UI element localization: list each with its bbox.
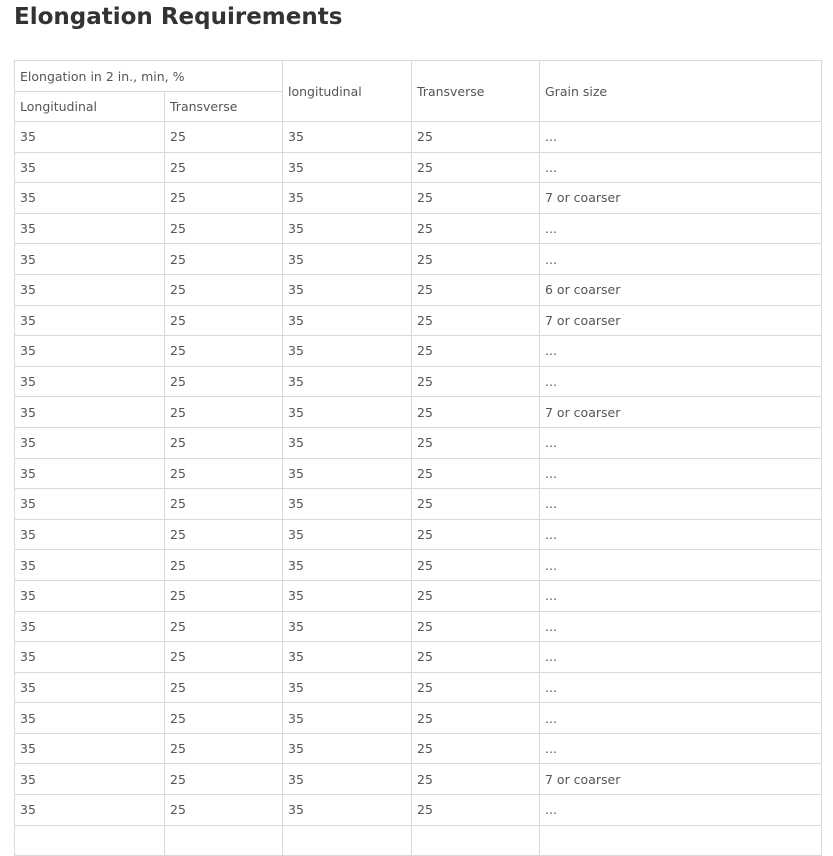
- cell-longitudinal: 35: [15, 336, 165, 367]
- cell-grain-size: ...: [540, 458, 822, 489]
- cell-transverse-2: 25: [412, 244, 540, 275]
- cell-grain-size: ...: [540, 795, 822, 826]
- cell-longitudinal-2: 35: [283, 672, 412, 703]
- cell-transverse-2: 25: [412, 152, 540, 183]
- table-row: [15, 427, 822, 458]
- cell-transverse-2: 25: [412, 611, 540, 642]
- cell-transverse: 25: [165, 642, 283, 673]
- header-transverse: Transverse: [165, 92, 283, 122]
- cell-transverse: 25: [165, 274, 283, 305]
- cell-transverse-2: 25: [412, 122, 540, 153]
- cell-longitudinal: 35: [15, 244, 165, 275]
- cell-grain-size: ...: [540, 672, 822, 703]
- cell-grain-size: ...: [540, 703, 822, 734]
- table-row: [15, 366, 822, 397]
- cell-transverse: 25: [165, 703, 283, 734]
- cell-transverse-2: 25: [412, 764, 540, 795]
- table-row: [15, 550, 822, 581]
- cell-longitudinal-2: 35: [283, 305, 412, 336]
- cell-grain-size: 7 or coarser: [540, 183, 822, 214]
- cell-transverse: 25: [165, 519, 283, 550]
- cell-longitudinal-2: 35: [283, 580, 412, 611]
- cell-longitudinal: 35: [15, 764, 165, 795]
- cell-transverse-2: 25: [412, 366, 540, 397]
- cell-transverse-2: 25: [412, 672, 540, 703]
- table-row: [15, 703, 822, 734]
- cell-longitudinal: [15, 825, 165, 856]
- cell-grain-size: ...: [540, 152, 822, 183]
- cell-transverse: 25: [165, 764, 283, 795]
- cell-transverse-2: 25: [412, 489, 540, 520]
- cell-transverse: 25: [165, 152, 283, 183]
- page-title: Elongation Requirements: [14, 4, 343, 30]
- cell-transverse: 25: [165, 336, 283, 367]
- cell-transverse: 25: [165, 489, 283, 520]
- cell-grain-size: 7 or coarser: [540, 397, 822, 428]
- table-row: [15, 672, 822, 703]
- cell-transverse-2: 25: [412, 703, 540, 734]
- cell-grain-size: [540, 825, 822, 856]
- cell-longitudinal-2: 35: [283, 397, 412, 428]
- cell-grain-size: ...: [540, 580, 822, 611]
- header-longitudinal: Longitudinal: [15, 92, 165, 122]
- cell-longitudinal-2: 35: [283, 550, 412, 581]
- cell-transverse: 25: [165, 733, 283, 764]
- cell-transverse-2: 25: [412, 397, 540, 428]
- table-row: [15, 397, 822, 428]
- cell-transverse-2: 25: [412, 336, 540, 367]
- cell-longitudinal-2: 35: [283, 611, 412, 642]
- cell-transverse: 25: [165, 427, 283, 458]
- table-row: [15, 213, 822, 244]
- cell-grain-size: 7 or coarser: [540, 764, 822, 795]
- cell-transverse: 25: [165, 795, 283, 826]
- cell-longitudinal-2: 35: [283, 795, 412, 826]
- cell-longitudinal-2: 35: [283, 183, 412, 214]
- cell-grain-size: ...: [540, 611, 822, 642]
- table-row: [15, 458, 822, 489]
- cell-longitudinal: 35: [15, 489, 165, 520]
- cell-transverse-2: 25: [412, 550, 540, 581]
- cell-longitudinal-2: 35: [283, 489, 412, 520]
- header-elongation-group: Elongation in 2 in., min, %: [15, 61, 283, 92]
- cell-transverse-2: 25: [412, 274, 540, 305]
- table-row: [15, 489, 822, 520]
- cell-grain-size: ...: [540, 733, 822, 764]
- cell-transverse: 25: [165, 183, 283, 214]
- cell-transverse: [165, 825, 283, 856]
- cell-grain-size: ...: [540, 336, 822, 367]
- table-row: [15, 642, 822, 673]
- cell-longitudinal: 35: [15, 305, 165, 336]
- table-row: [15, 305, 822, 336]
- table-row: [15, 152, 822, 183]
- table-row: [15, 244, 822, 275]
- cell-transverse: 25: [165, 366, 283, 397]
- header-transverse-side: Transverse: [412, 61, 540, 122]
- cell-transverse: 25: [165, 672, 283, 703]
- cell-transverse: 25: [165, 213, 283, 244]
- cell-transverse: 25: [165, 550, 283, 581]
- cell-grain-size: 7 or coarser: [540, 305, 822, 336]
- cell-transverse-2: 25: [412, 427, 540, 458]
- cell-longitudinal-2: 35: [283, 764, 412, 795]
- cell-longitudinal-2: 35: [283, 122, 412, 153]
- cell-longitudinal-2: 35: [283, 642, 412, 673]
- cell-transverse-2: 25: [412, 795, 540, 826]
- cell-grain-size: ...: [540, 550, 822, 581]
- cell-transverse-2: 25: [412, 580, 540, 611]
- cell-longitudinal: 35: [15, 672, 165, 703]
- cell-transverse-2: 25: [412, 519, 540, 550]
- cell-longitudinal: 35: [15, 122, 165, 153]
- cell-longitudinal-2: 35: [283, 336, 412, 367]
- table-row: [15, 580, 822, 611]
- cell-longitudinal: 35: [15, 274, 165, 305]
- table-header: [15, 61, 822, 122]
- cell-longitudinal: 35: [15, 611, 165, 642]
- cell-longitudinal: 35: [15, 152, 165, 183]
- cell-transverse-2: 25: [412, 305, 540, 336]
- cell-longitudinal: 35: [15, 642, 165, 673]
- cell-transverse: 25: [165, 122, 283, 153]
- cell-longitudinal: 35: [15, 427, 165, 458]
- cell-longitudinal-2: 35: [283, 519, 412, 550]
- table-row: [15, 764, 822, 795]
- table-row: [15, 825, 822, 856]
- cell-longitudinal-2: 35: [283, 274, 412, 305]
- cell-grain-size: ...: [540, 519, 822, 550]
- cell-longitudinal: 35: [15, 397, 165, 428]
- table-row: [15, 183, 822, 214]
- table-row: [15, 733, 822, 764]
- cell-longitudinal: 35: [15, 519, 165, 550]
- cell-longitudinal-2: 35: [283, 458, 412, 489]
- cell-longitudinal-2: 35: [283, 733, 412, 764]
- cell-grain-size: ...: [540, 642, 822, 673]
- cell-grain-size: ...: [540, 366, 822, 397]
- table-row: [15, 122, 822, 153]
- cell-longitudinal: 35: [15, 550, 165, 581]
- table-row: [15, 336, 822, 367]
- cell-grain-size: ...: [540, 427, 822, 458]
- cell-longitudinal: 35: [15, 580, 165, 611]
- cell-longitudinal-2: 35: [283, 244, 412, 275]
- cell-transverse: 25: [165, 397, 283, 428]
- cell-transverse: 25: [165, 458, 283, 489]
- cell-longitudinal-2: 35: [283, 427, 412, 458]
- cell-longitudinal-2: 35: [283, 366, 412, 397]
- cell-grain-size: ...: [540, 489, 822, 520]
- cell-longitudinal-2: 35: [283, 152, 412, 183]
- cell-transverse: 25: [165, 580, 283, 611]
- elongation-table: [14, 60, 822, 856]
- cell-transverse: 25: [165, 305, 283, 336]
- cell-transverse-2: 25: [412, 458, 540, 489]
- table-row: [15, 519, 822, 550]
- cell-longitudinal: 35: [15, 795, 165, 826]
- cell-longitudinal-2: [283, 825, 412, 856]
- cell-grain-size: ...: [540, 122, 822, 153]
- cell-transverse-2: 25: [412, 642, 540, 673]
- cell-transverse-2: [412, 825, 540, 856]
- header-longitudinal-side: longitudinal: [283, 61, 412, 122]
- table-row: [15, 611, 822, 642]
- header-row-group: [15, 61, 822, 92]
- cell-transverse-2: 25: [412, 213, 540, 244]
- cell-longitudinal: 35: [15, 458, 165, 489]
- cell-longitudinal: 35: [15, 213, 165, 244]
- cell-longitudinal: 35: [15, 703, 165, 734]
- cell-longitudinal-2: 35: [283, 703, 412, 734]
- cell-transverse: 25: [165, 244, 283, 275]
- cell-longitudinal: 35: [15, 366, 165, 397]
- cell-transverse-2: 25: [412, 733, 540, 764]
- cell-grain-size: ...: [540, 244, 822, 275]
- cell-transverse: 25: [165, 611, 283, 642]
- cell-grain-size: 6 or coarser: [540, 274, 822, 305]
- table-row: [15, 274, 822, 305]
- table-body: [15, 122, 822, 856]
- cell-grain-size: ...: [540, 213, 822, 244]
- cell-longitudinal: 35: [15, 183, 165, 214]
- cell-longitudinal: 35: [15, 733, 165, 764]
- table-row: [15, 795, 822, 826]
- cell-longitudinal-2: 35: [283, 213, 412, 244]
- cell-transverse-2: 25: [412, 183, 540, 214]
- header-grain-size: Grain size: [540, 61, 822, 122]
